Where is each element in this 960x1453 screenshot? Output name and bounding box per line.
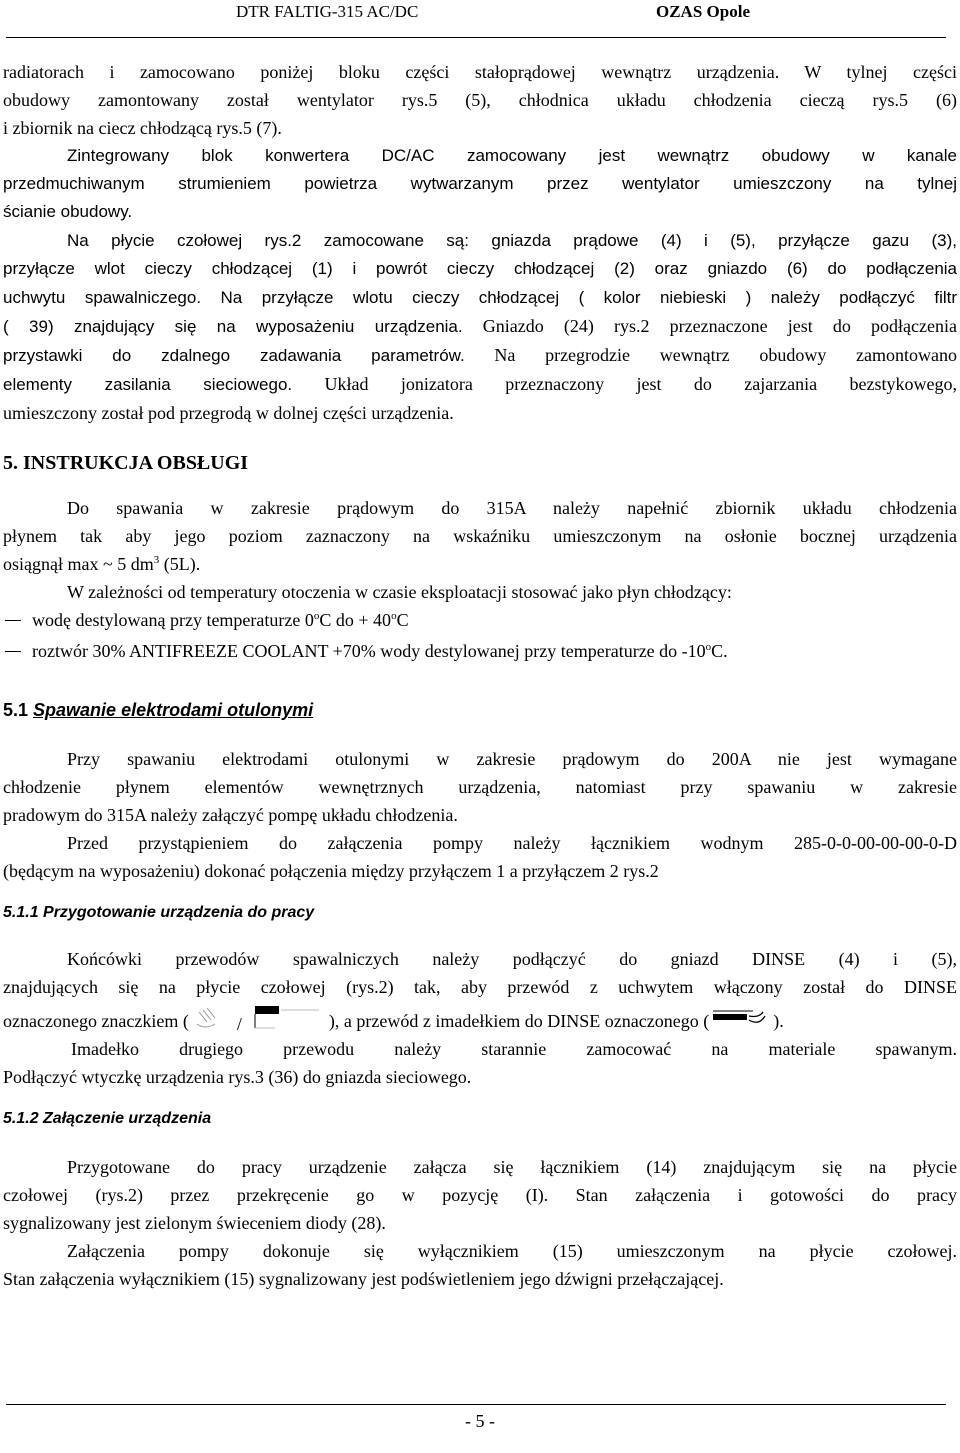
page-number: - 5 - <box>465 1411 495 1431</box>
section-5-1-1-body <box>3 945 957 1091</box>
section-5-1-body <box>3 745 957 885</box>
paragraph-cooling: radiatorach i zamocowano poniżej bloku części stałoprądowej wewnątrz urządzenia. W tylnej części obudowy zamontowany został wentylator rys.5 (5), chłodnica układu chłodzenia cieczą rys.5 (6) i zbiornik na ciecz chłodzącą rys.5 (7). <box>3 62 957 138</box>
dash-bullet-icon <box>5 651 21 652</box>
section-5-body <box>3 494 957 665</box>
footer-rule <box>6 1404 946 1405</box>
ground-clamp-icon <box>709 1012 773 1034</box>
paragraph-converter: Zintegrowany blok konwertera DC/AC zamocowany jest wewnątrz obudowy w kanale przedmuchiwanym strumieniem powietrza wytwarzanym przez wentylator umieszczony na tylnej ścianie obudowy. <box>3 146 957 221</box>
section-5-title: 5. INSTRUKCJA OBSŁUGI <box>3 452 249 474</box>
paragraph-switch-on: Przygotowane do pracy urządzenie załącza się łącznikiem (14) znajdującym się na płycie czołowej (rys.2) przez przekręcenie go w pozycję (I). Stan załączenia i gotowości do pracy sygnalizowany jest zielonym świeceniem diody (28). <box>3 1157 957 1233</box>
section-5-1-title: 5.1 Spawanie elektrodami otulonymi <box>3 700 314 720</box>
paragraph-coolant-fill: Do spawania w zakresie prądowym do 315A należy napełnić zbiornik układu chłodzenia płynem tak aby jego poziom zaznaczony na wskaźniku umieszczonym na osłonie bocznej urządzenia osiągnął max ~ 5 $dm^3$ (5L). <box>3 498 957 574</box>
section-5-1-2-title: 5.1.2 Załączenie urządzenia <box>3 1110 212 1127</box>
section-5-1-2-body <box>3 1153 957 1293</box>
intro-text <box>3 58 957 427</box>
coolant-list <box>3 606 957 665</box>
paragraph-pump-switch: Załączenia pompy dokonuje się wyłącznikiem (15) umieszczonym na płycie czołowej. Stan załączenia wyłącznikiem (15) sygnalizowany jest podświetleniem jego dźwigni przełączającej. <box>3 1241 957 1289</box>
header-title: DTR FALTIG-315 AC/DC <box>236 2 419 21</box>
dinse-symbols: / <box>189 1012 329 1034</box>
dash-bullet-icon <box>5 620 21 621</box>
list-item: wodę destylowaną przy temperaturze 0$^o$C do + $40^oC$ <box>3 606 957 634</box>
header-rule <box>6 37 946 38</box>
paragraph-front-panel: Na płycie czołowej rys.2 zamocowane są: gniazda prądowe (4) i (5), przyłącze gazu (3), przyłącze wlot cieczy chłodzącej (1) i powrót cieczy chłodzącej (2) oraz gniazdo (6) do podłączenia uchwytu spawalniczego. Na przyłącze wlotu cieczy chłodzącej ( kolor niebieski ) należy podłączyć filtr ( 39) znajdujący się na wyposażeniu urządzenia. Gniazdo (24) rys.2 przeznaczone jest do podłączenia przystawki do zdalnego zadawania parametrów. Na przegrodzie wewnątrz obudowy zamontowano elementy zasilania sieciowego. Układ jonizatora przeznaczony jest do zajarzania bezstykowego, umieszczony został pod przegrodą w dolnej części urządzenia. <box>3 231 958 423</box>
section-5-1-1-title: 5.1.1 Przygotowanie urządzenia do pracy <box>3 904 315 921</box>
paragraph-dinse: Końcówki przewodów spawalniczych należy podłączyć do gniazd DINSE (4) i (5), znajdujących się na płycie czołowej (rys.2) tak, aby przewód z uchwytem włączony został do DINSE oznaczonego znaczkiem ( / ), a przewód z imadełkiem do DINSE oznaczonego ( ). <box>3 949 957 1034</box>
list-item: roztwór 30% ANTIFREEZE COOLANT +70% wody destylowanej przy temperaturze do -10$^o$C. <box>3 637 957 665</box>
page-header <box>0 0 960 40</box>
electrode-holder-icon <box>189 1006 329 1032</box>
paragraph-electrodes: Przy spawaniu elektrodami otulonymi w zakresie prądowym do 200A nie jest wymagane chłodzenie płynem elementów wewnętrznych urządzenia, natomiast przy spawaniu w zakresie pradowym do 315A należy załączyć pompę układu chłodzenia. <box>3 749 957 825</box>
header-company: OZAS Opole <box>656 2 750 21</box>
paragraph-clamp: Imadełko drugiego przewodu należy starannie zamocować na materiale spawanym. Podłączyć wtyczkę urządzenia rys.3 (36) do gniazda sieciowego. <box>3 1039 957 1087</box>
paragraph-pump: Przed przystąpieniem do załączenia pompy należy łącznikiem wodnym 285-0-0-00-00-00-0-D (będącym na wyposażeniu) dokonać połączenia między przyłączem 1 a przyłączem 2 rys.2 <box>3 833 957 881</box>
paragraph-coolant-choice: W zależności od temperatury otoczenia w czasie eksploatacji stosować jako płyn chłodzący: <box>67 582 732 602</box>
